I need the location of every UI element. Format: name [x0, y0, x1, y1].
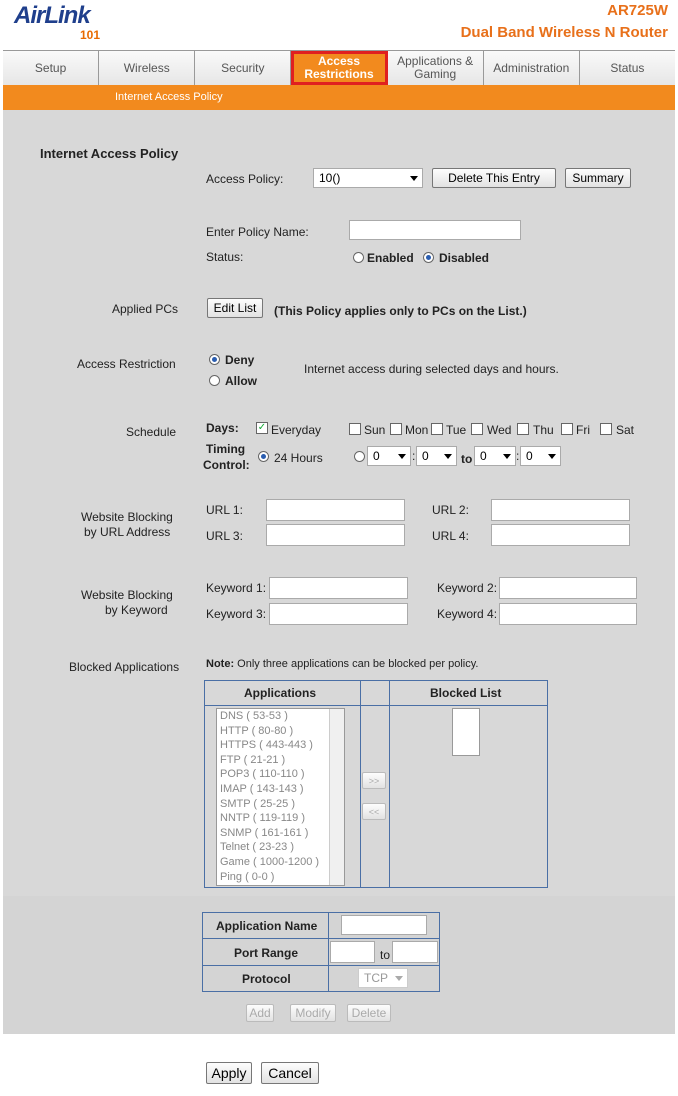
subtab-bar [3, 85, 675, 110]
access-restriction-label: Access Restriction [77, 357, 176, 371]
list-item[interactable]: FTP ( 21-21 ) [220, 753, 286, 766]
to-min-select[interactable] [520, 446, 561, 466]
product-name: Dual Band Wireless N Router [460, 24, 668, 41]
from-min-select[interactable] [416, 446, 457, 466]
list-item[interactable]: HTTP ( 80-80 ) [220, 724, 294, 737]
access-policy-select[interactable] [313, 168, 423, 188]
list-item[interactable]: SNMP ( 161-161 ) [220, 826, 309, 839]
tab-applications-gaming[interactable]: Applications & Gaming [388, 51, 484, 85]
section-title: Internet Access Policy [40, 146, 179, 161]
timing-label-bottom: Control: [203, 458, 250, 472]
url4-input[interactable] [491, 524, 630, 546]
access-policy-label: Access Policy: [206, 172, 284, 186]
tue-checkbox[interactable] [431, 423, 443, 435]
list-item[interactable]: Game ( 1000-1200 ) [220, 855, 320, 868]
url-blocking-label-2: by URL Address [84, 525, 171, 539]
edit-list-button[interactable]: Edit List [207, 298, 263, 318]
remove-from-blocked-button[interactable]: << [362, 803, 386, 820]
apply-button[interactable]: Apply [206, 1062, 252, 1084]
fri-checkbox[interactable] [561, 423, 573, 435]
url3-input[interactable] [266, 524, 405, 546]
app-name-label: Application Name [216, 919, 318, 933]
port-start-input[interactable] [330, 941, 375, 963]
chevron-down-icon [398, 454, 406, 459]
keyword3-label: Keyword 3: [206, 607, 267, 621]
list-item[interactable]: Telnet ( 23-23 ) [220, 841, 294, 854]
chevron-down-icon [395, 976, 403, 981]
applications-column-header: Applications [244, 686, 317, 700]
applied-pcs-label: Applied PCs [112, 302, 179, 316]
port-end-input[interactable] [392, 941, 438, 963]
applied-pcs-note: (This Policy applies only to PCs on the List.) [274, 304, 527, 318]
blocked-listbox[interactable] [452, 708, 480, 756]
allow-label: Allow [225, 374, 257, 388]
hours24-label: 24 Hours [274, 451, 323, 465]
time-colon: : [412, 449, 416, 463]
deny-label: Deny [225, 353, 255, 367]
status-disabled-label: Disabled [439, 251, 490, 265]
url4-label: URL 4: [432, 529, 469, 543]
summary-button[interactable]: Summary [565, 168, 631, 188]
brand-logo: AirLink [14, 2, 90, 29]
port-range-label: Port Range [234, 946, 299, 960]
url3-label: URL 3: [206, 529, 243, 543]
sun-checkbox[interactable] [349, 423, 361, 435]
sat-checkbox[interactable] [600, 423, 612, 435]
keyword-blocking-label-2: by Keyword [105, 603, 168, 617]
custom-time-radio[interactable] [354, 451, 365, 462]
blocked-apps-note [206, 658, 479, 670]
protocol-label: Protocol [242, 972, 291, 986]
status-enabled-radio[interactable] [353, 252, 364, 263]
blocked-apps-label: Blocked Applications [69, 660, 180, 674]
add-to-blocked-button[interactable]: >> [362, 772, 386, 789]
chevron-down-icon [548, 454, 556, 459]
tab-wireless[interactable]: Wireless [99, 51, 195, 85]
tab-security[interactable]: Security [195, 51, 291, 85]
keyword-blocking-label: Website Blocking [81, 588, 173, 602]
brand-logo-sub: 101 [80, 28, 101, 42]
table-divider [202, 938, 440, 939]
url-blocking-label: Website Blocking [81, 510, 173, 524]
tab-access-restrictions[interactable]: Access Restrictions [291, 51, 387, 85]
add-app-button[interactable]: Add [246, 1004, 274, 1022]
tue-label: Tue [446, 423, 467, 437]
list-item[interactable]: IMAP ( 143-143 ) [220, 782, 304, 795]
hours24-radio[interactable] [258, 451, 269, 462]
allow-radio[interactable] [209, 375, 220, 386]
to-hour-value: 0 [480, 449, 487, 463]
listbox-scrollbar[interactable] [329, 709, 344, 885]
keyword1-label: Keyword 1: [206, 581, 267, 595]
main-tabs [3, 50, 675, 86]
list-item[interactable]: SMTP ( 25-25 ) [220, 797, 295, 810]
access-policy-value: 10() [319, 171, 341, 185]
model-number: AR725W [607, 2, 668, 19]
status-disabled-radio[interactable] [423, 252, 434, 263]
list-item[interactable]: POP3 ( 110-110 ) [220, 768, 305, 781]
policy-name-input[interactable] [349, 220, 521, 240]
modify-app-button[interactable]: Modify [290, 1004, 336, 1022]
applications-listbox[interactable] [216, 708, 345, 886]
status-label: Status: [206, 250, 244, 264]
note-text: Only three applications can be blocked per policy. [234, 658, 479, 670]
table-divider [360, 680, 361, 888]
app-name-input[interactable] [341, 915, 427, 935]
chevron-down-icon [410, 176, 418, 181]
keyword1-input[interactable] [269, 577, 408, 599]
keyword3-input[interactable] [269, 603, 408, 625]
protocol-value: TCP [364, 971, 388, 985]
url2-label: URL 2: [432, 503, 469, 517]
time-to-label: to [461, 452, 473, 466]
protocol-select[interactable] [358, 968, 408, 988]
wed-checkbox[interactable] [471, 423, 483, 435]
policy-name-label: Enter Policy Name: [206, 225, 309, 239]
fri-label: Fri [576, 423, 590, 437]
table-divider [202, 965, 440, 966]
timing-label-top: Timing [206, 442, 246, 456]
mon-label: Mon [405, 423, 429, 437]
thu-checkbox[interactable] [517, 423, 529, 435]
everyday-label: Everyday [271, 423, 322, 437]
from-min-value: 0 [422, 449, 429, 463]
chevron-down-icon [503, 454, 511, 459]
tab-status[interactable]: Status [580, 51, 675, 85]
url1-input[interactable] [266, 499, 405, 521]
to-min-value: 0 [526, 449, 533, 463]
cancel-button[interactable]: Cancel [261, 1062, 319, 1084]
port-to-label: to [380, 948, 391, 962]
note-bold: Note: [206, 658, 235, 670]
deny-radio[interactable] [209, 354, 220, 365]
from-hour-value: 0 [373, 449, 380, 463]
list-item[interactable]: HTTPS ( 443-443 ) [220, 739, 313, 752]
blocked-list-column-header: Blocked List [430, 686, 502, 700]
table-divider [328, 912, 329, 992]
everyday-checkbox[interactable]: ✓ [257, 422, 267, 433]
url1-label: URL 1: [206, 503, 243, 517]
keyword4-input[interactable] [499, 603, 637, 625]
keyword2-label: Keyword 2: [437, 581, 498, 595]
to-hour-select[interactable] [474, 446, 516, 466]
keyword2-input[interactable] [499, 577, 637, 599]
list-item[interactable]: NNTP ( 119-119 ) [220, 812, 305, 825]
sat-label: Sat [616, 423, 635, 437]
status-enabled-label: Enabled [367, 251, 414, 265]
time-colon: : [516, 449, 520, 463]
wed-label: Wed [487, 423, 512, 437]
schedule-label: Schedule [126, 425, 177, 439]
url2-input[interactable] [491, 499, 630, 521]
subtab-internet-access-policy[interactable]: Internet Access Policy [115, 91, 223, 103]
delete-app-button[interactable]: Delete [347, 1004, 391, 1022]
from-hour-select[interactable] [367, 446, 411, 466]
keyword4-label: Keyword 4: [437, 607, 498, 621]
sun-label: Sun [364, 423, 386, 437]
chevron-down-icon [444, 454, 452, 459]
delete-entry-button[interactable]: Delete This Entry [432, 168, 556, 188]
access-restriction-description: Internet access during selected days and hours. [304, 362, 559, 376]
thu-label: Thu [533, 423, 554, 437]
list-item[interactable]: DNS ( 53-53 ) [220, 710, 288, 722]
mon-checkbox[interactable] [390, 423, 402, 435]
tab-administration[interactable]: Administration [484, 51, 580, 85]
table-divider [389, 680, 390, 888]
list-item[interactable]: Ping ( 0-0 ) [220, 870, 275, 883]
tab-setup[interactable]: Setup [3, 51, 99, 85]
days-label: Days: [206, 421, 239, 435]
